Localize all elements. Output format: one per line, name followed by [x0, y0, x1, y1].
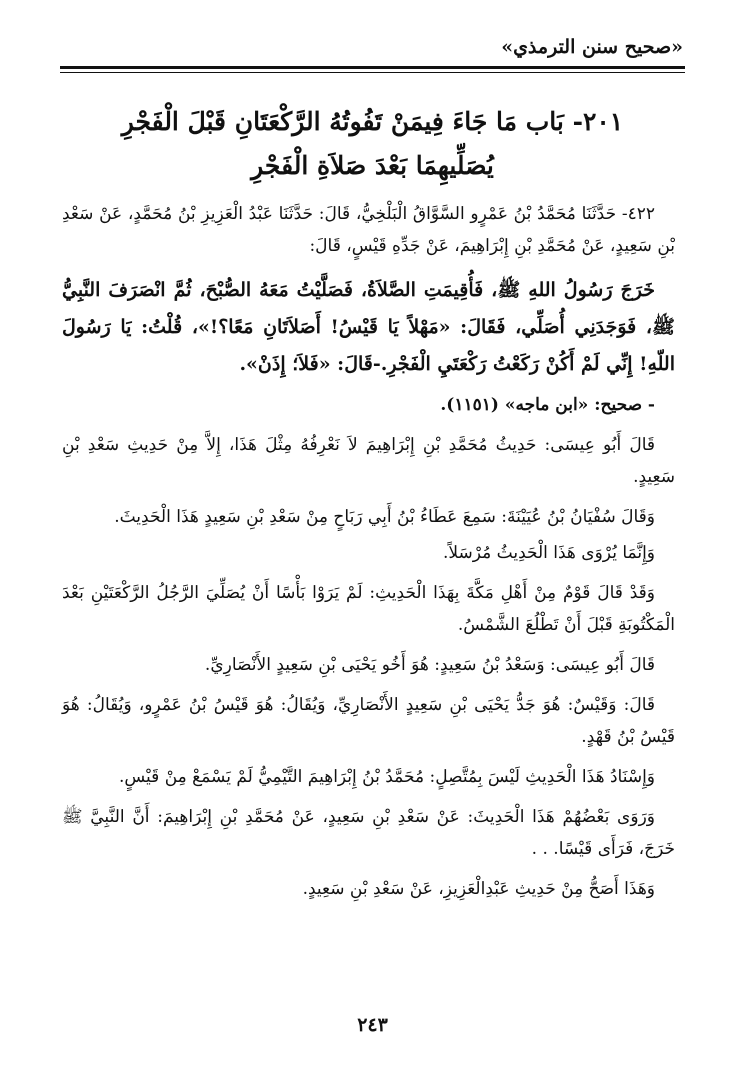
chapter-title-line-2: يُصَلِّيهِمَا بَعْدَ صَلاَةِ الْفَجْرِ [251, 151, 494, 180]
hadith-isnad: ٤٢٢- حَدَّثَنَا مُحَمَّدُ بْنُ عَمْرٍو السَّوَّاقُ الْبَلْخِيُّ، قَالَ: حَدَّثَنَا عَبْدُ الْعَزِيزِ بْنُ مُحَمَّدٍ، عَنْ سَعْدِ بْنِ سَعِيدٍ، عَنْ مُحَمَّدِ بْنِ إِبْرَاهِيمَ، عَنْ جَدِّهِ قَيْسٍ، قَالَ: [62, 204, 675, 256]
commentary-paragraph: وَهَذَا أَصَحُّ مِنْ حَدِيثِ عَبْدِالْعَزِيزِ، عَنْ سَعْدِ بْنِ سَعِيدٍ. [302, 879, 655, 899]
chapter-title [70, 100, 675, 188]
commentary-paragraph: وَقَالَ سُفْيَانُ بْنُ عُيَيْنَةَ: سَمِعَ عَطَاءُ بْنُ أَبِي رَبَاحٍ مِنْ سَعْدِ بْنِ سَعِيدٍ هَذَا الْحَدِيثَ. [114, 507, 655, 527]
header-rule-thin [60, 72, 685, 73]
hadith-matn: خَرَجَ رَسُولُ اللهِ ﷺ، فَأُقِيمَتِ الصَّلاَةُ، فَصَلَّيْتُ مَعَهُ الصُّبْحَ، ثُمَّ انْصَرَفَ النَّبِيُّ ﷺ، فَوَجَدَنِي أُصَلِّي، فَقَالَ: «مَهْلاً يَا قَيْسُ! أَصَلاَتَانِ مَعًا؟!»، قُلْتُ: يَا رَسُولَ اللّهِ! إِنِّي لَمْ أَكُنْ رَكَعْتُ رَكْعَتَيِ الْفَجْرِ.-قَالَ: «فَلاَ؛ إِذَنْ». [62, 279, 675, 375]
commentary-paragraph: قَالَ أَبُو عِيسَى: وَسَعْدُ بْنُ سَعِيدٍ: هُوَ أَخُو يَحْيَى بْنِ سَعِيدٍ الأَنْصَارِيِّ. [204, 655, 655, 675]
chapter-title-line-1: ٢٠١- بَاب مَا جَاءَ فِيمَنْ تَفُوتُهُ الرَّكْعَتَانِ قَبْلَ الْفَجْرِ [121, 107, 624, 136]
commentary-paragraph: وَإِنَّمَا يُرْوَى هَذَا الْحَدِيثُ مُرْسَلاً. [442, 543, 655, 563]
page-number: ٢٤٣ [357, 1014, 388, 1036]
commentary-paragraph: قَالَ أَبُو عِيسَى: حَدِيثُ مُحَمَّدِ بْنِ إِبْرَاهِيمَ لاَ نَعْرِفُهُ مِثْلَ هَذَا، إِلاَّ مِنْ حَدِيثِ سَعْدِ بْنِ سَعِيدٍ. [62, 435, 675, 487]
body-text [62, 198, 675, 913]
commentary-paragraph: وَرَوَى بَعْضُهُمْ هَذَا الْحَدِيثَ: عَنْ سَعْدِ بْنِ سَعِيدٍ، عَنْ مُحَمَّدِ بْنِ إِبْرَاهِيمَ: أَنَّ النَّبِيَّ ﷺ خَرَجَ، فَرَأَى قَيْسًا. . . [62, 807, 675, 859]
commentary-paragraph: وَقَدْ قَالَ قَوْمٌ مِنْ أَهْلِ مَكَّةَ بِهَذَا الْحَدِيثِ: لَمْ يَرَوْا بَأْسًا أَنْ يُصَلِّيَ الرَّجُلُ الرَّكْعَتَيْنِ بَعْدَ الْمَكْتُوبَةِ قَبْلَ أَنْ تَطْلُعَ الشَّمْسُ. [62, 583, 675, 635]
commentary-paragraph: قَالَ: وَقَيْسٌ: هُوَ جَدُّ يَحْيَى بْنِ سَعِيدٍ الأَنْصَارِيِّ، وَيُقَالُ: هُوَ قَيْسُ بْنُ عَمْرٍو، وَيُقَالُ: هُوَ قَيْسُ بْنُ قَهْدٍ. [62, 695, 675, 747]
commentary-paragraph: وَإِسْنَادُ هَذَا الْحَدِيثِ لَيْسَ بِمُتَّصِلٍ: مُحَمَّدُ بْنُ إِبْرَاهِيمَ التَّيْمِيُّ لَمْ يَسْمَعْ مِنْ قَيْسٍ. [118, 767, 655, 787]
hadith-grade: - صحيح: «ابن ماجه» (١١٥١). [440, 395, 655, 415]
running-header: «صحيح سنن الترمذي» [501, 36, 683, 58]
header-rule [60, 66, 685, 69]
